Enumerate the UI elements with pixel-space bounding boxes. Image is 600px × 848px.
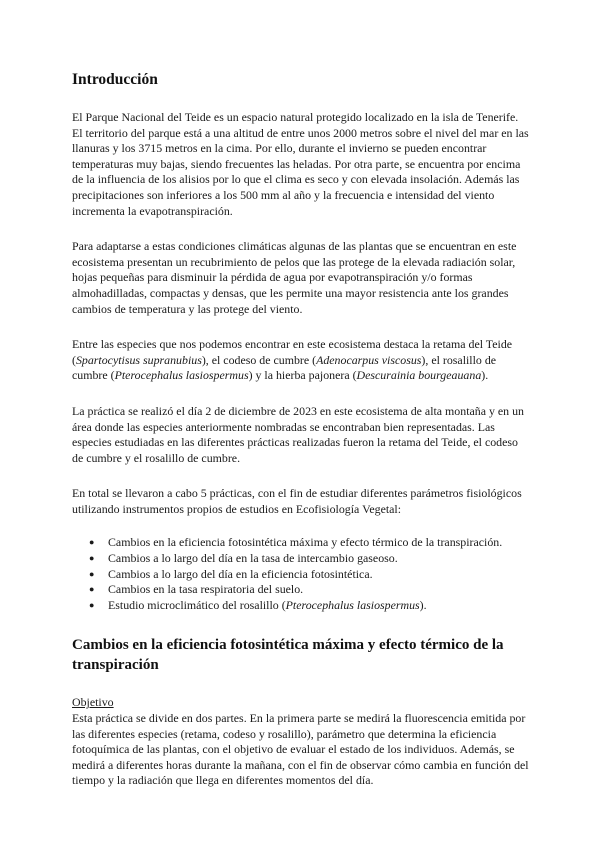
intro-paragraph-1: El Parque Nacional del Teide es un espacio natural protegido localizado en la isla de Tenerife. El territorio del parque está a una altitud de entre unos 2000 metros sobre el nivel del mar en las llanuras y los 3715 metros en la cima. Por ello, durante el invierno se pueden encontrar temperaturas muy bajas, siendo frecuentes las heladas. Por otra parte, se encuentra por encima de la influencia de los alisios por lo que el clima es seco y con elevada insolación. Además las precipitaciones son inferiores a los 500 mm al año y la frecuencia e intensidad del viento incrementa la evapotranspiración. — [72, 110, 529, 218]
bullet-icon: ● — [89, 584, 95, 595]
section-heading: Cambios en la eficiencia fotosintética máxima y efecto térmico de la transpiración — [72, 637, 504, 674]
bullet-icon: ● — [89, 599, 95, 610]
species-name: Descurainia bourgeauana — [356, 368, 482, 383]
bullet-icon: ● — [89, 568, 95, 579]
species-text: ), el codeso de cumbre ( — [201, 352, 317, 367]
species-text: Entre las especies que nos podemos encontrar en este ecosistema destaca la retama del Teide ( — [72, 337, 513, 367]
species-name: Pterocephalus lasiospermus — [285, 597, 420, 612]
list-item-text: ). — [419, 597, 427, 612]
list-item — [72, 567, 530, 583]
list-item-text: Cambios a lo largo del día en la tasa de intercambio gaseoso. — [108, 551, 398, 566]
species-name: Pterocephalus lasiospermus — [114, 368, 249, 383]
list-item — [72, 551, 530, 567]
list-item — [72, 582, 530, 598]
list-item-text: Cambios a lo largo del día en la eficiencia fotosintética. — [108, 566, 373, 581]
list-item-text: Estudio microclimático del rosalillo ( — [108, 597, 286, 612]
species-name: Adenocarpus viscosus — [316, 352, 422, 367]
practice-list — [72, 535, 530, 613]
list-item — [72, 598, 530, 614]
intro-paragraph-4: La práctica se realizó el día 2 de diciembre de 2023 en este ecosistema de alta montaña y en un área donde las especies anteriormente nombradas se encontraban bien representadas. Las especies estudiadas en las diferentes prácticas realizadas fueron la retama del Teide, el codeso de cumbre y el rosalillo de cumbre. — [72, 403, 524, 465]
intro-paragraph-3 — [72, 337, 530, 384]
document-page — [72, 70, 530, 809]
intro-heading: Introducción — [72, 71, 158, 88]
bullet-icon: ● — [89, 553, 95, 564]
intro-paragraph-2: Para adaptarse a estas condiciones climáticas algunas de las plantas que se encuentran en este ecosistema presentan un recubrimiento de pelos que las protege de la elevada radiación solar, hojas pequeñas para disminuir la pérdida de agua por evapotranspiración y/o formas almohadilladas, compactas y densas, que les permite una mayor resistencia ante los grandes cambios de temperatura y las protege del viento. — [72, 239, 517, 316]
intro-paragraph-5: En total se llevaron a cabo 5 prácticas, con el fin de estudiar diferentes parámetros fisiológicos utilizando instrumentos propios de estudios en Ecofisiología Vegetal: — [72, 486, 522, 516]
list-item-text: Cambios en la tasa respiratoria del suelo. — [108, 582, 304, 597]
species-text: ). — [481, 368, 489, 383]
objective-paragraph: Esta práctica se divide en dos partes. En la primera parte se medirá la fluorescencia emitida por las diferentes especies (retama, codeso y rosalillo), parámetro que determina la eficiencia fotoquímica de las plantas, con el objetivo de evaluar el estado de los individuos. Además, se medirá a diferentes horas durante la mañana, con el fin de observar cómo cambia en función del tiempo y la radiación que llega en diferentes momentos del día. — [72, 711, 529, 788]
species-text: ) y la hierba pajonera ( — [248, 368, 357, 383]
species-name: Spartocytisus supranubius — [75, 352, 202, 367]
objective-subheading: Objetivo — [72, 695, 114, 710]
bullet-icon: ● — [89, 537, 95, 548]
list-item — [72, 535, 530, 551]
species-text: ), el rosalillo de cumbre ( — [72, 352, 497, 383]
list-item-text: Cambios en la eficiencia fotosintética máxima y efecto térmico de la transpiración. — [108, 535, 503, 550]
